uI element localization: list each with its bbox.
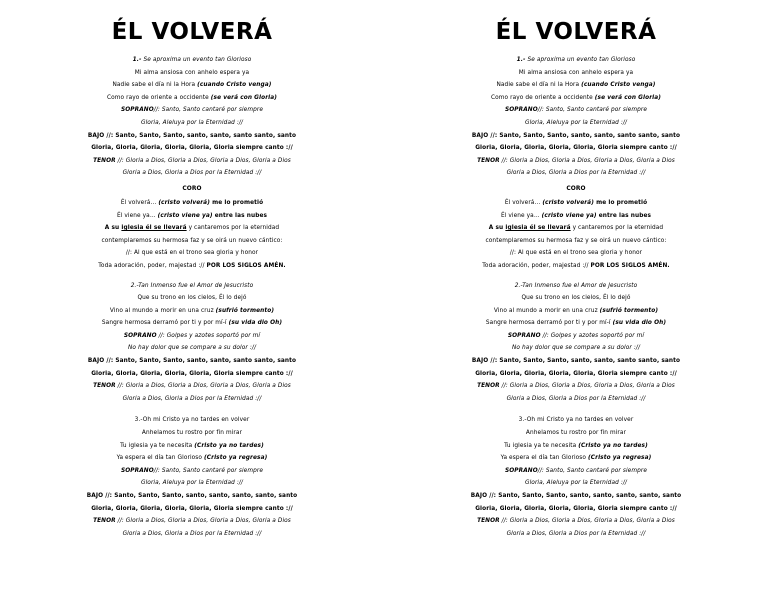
chorus-line: contemplaremos su hermosa faz y se oirá un nuevo cántico: xyxy=(101,237,283,244)
lyrics-body xyxy=(384,54,768,540)
lyrics-body xyxy=(0,54,384,540)
bajo-line: BAJO //: Santo, Santo, Santo, santo, santo, santo santo, santo xyxy=(87,358,297,365)
verse-line: Vino al mundo a morir en una cruz (sufrió tormento) xyxy=(109,307,275,314)
bajo-line: Gloria, Gloria, Gloria, Gloria, Gloria, Gloria siempre canto :// xyxy=(475,145,677,152)
verse-line: Anhelamos tu rostro por fin mirar xyxy=(141,430,243,437)
chorus-line: Toda adoración, poder, majestad :// POR LOS SIGLOS AMÉN. xyxy=(482,262,670,269)
chorus-line: Él viene ya… (cristo viene ya) entre las nubes xyxy=(500,212,652,219)
bajo-line: BAJO //: Santo, Santo, Santo, santo, santo, santo santo, santo xyxy=(471,132,681,139)
soprano-line: Gloria, Aleluya por la Eternidad :// xyxy=(141,480,243,487)
verse-line: 1.- Se aproxima un evento tan Glorioso xyxy=(132,57,252,63)
verse-line: Mi alma ansiosa con anhelo espera ya xyxy=(134,69,250,76)
bajo-line: Gloria, Gloria, Gloria, Gloria, Gloria, Gloria siempre canto :// xyxy=(475,370,677,377)
verse-line: Que su trono en los cielos, Él lo dejó xyxy=(521,295,631,302)
verse-line: Como rayo de oriente a occidente (se verá con Gloria) xyxy=(490,94,662,101)
soprano-line: SOPRANO //: Golpes y azotes soportó por mí xyxy=(507,332,645,339)
chorus-line: contemplaremos su hermosa faz y se oirá un nuevo cántico: xyxy=(485,237,667,244)
verse-1 xyxy=(384,54,768,180)
tenor-line: Gloria a Dios, Gloria a Dios por la Eternidad :// xyxy=(506,170,646,177)
chorus-line: Toda adoración, poder, majestad :// POR LOS SIGLOS AMÉN. xyxy=(98,262,286,269)
bajo-line: BAJO //: Santo, Santo, Santo, santo, santo, santo santo, santo xyxy=(471,358,681,365)
soprano-line: SOPRANO //: Golpes y azotes soportó por mí xyxy=(123,332,261,339)
verse-line: Ya espera el día tan Glorioso (Cristo ya regresa) xyxy=(116,455,268,462)
verse-line: Ya espera el día tan Glorioso (Cristo ya regresa) xyxy=(500,455,652,462)
bajo-line: BAJO //: Santo, Santo, Santo, santo, santo, santo, santo, santo xyxy=(86,493,298,499)
tenor-line: Gloria a Dios, Gloria a Dios por la Eternidad :// xyxy=(122,395,262,402)
song-title: ÉL VOLVERÁ xyxy=(111,19,273,45)
bajo-line: Gloria, Gloria, Gloria, Gloria, Gloria, Gloria siempre canto :// xyxy=(91,145,293,152)
tenor-line: Gloria a Dios, Gloria a Dios por la Eternidad :// xyxy=(122,530,262,537)
soprano-line: Gloria, Aleluya por la Eternidad :// xyxy=(525,480,627,487)
tenor-line: TENOR //: Gloria a Dios, Gloria a Dios, Gloria a Dios, Gloria a Dios xyxy=(477,383,675,390)
song-title: ÉL VOLVERÁ xyxy=(495,19,657,45)
verse-2 xyxy=(0,280,384,406)
chorus-heading: CORO xyxy=(566,185,586,192)
soprano-line: SOPRANO//: Santo, Santo cantaré por siempre xyxy=(120,467,264,474)
bajo-line: BAJO //: Santo, Santo, Santo, santo, santo, santo santo, santo xyxy=(87,132,297,139)
verse-line: Nadie sabe el día ni la Hora (cuando Cristo venga) xyxy=(496,82,656,89)
tenor-line: Gloria a Dios, Gloria a Dios por la Eternidad :// xyxy=(506,395,646,402)
verse-3 xyxy=(0,414,384,540)
chorus-line: //: Al que está en el trono sea gloria y honor xyxy=(125,250,259,257)
chorus-line: Él viene ya… (cristo viene ya) entre las nubes xyxy=(116,212,268,219)
chorus xyxy=(0,181,384,273)
chorus-line: A su iglesia él se llevará y cantaremos por la eternidad xyxy=(104,225,280,232)
verse-line: 2.-Tan Inmenso fue el Amor de Jesucristo xyxy=(514,282,638,289)
bajo-line: Gloria, Gloria, Gloria, Gloria, Gloria, Gloria siempre canto :// xyxy=(91,370,293,377)
verse-line: Sangre hermosa derramó por ti y por mí-í (su vida dio Oh) xyxy=(101,320,283,327)
soprano-line: SOPRANO//: Santo, Santo cantaré por siempre xyxy=(504,107,648,114)
bajo-line: Gloria, Gloria, Gloria, Gloria, Gloria, Gloria siempre canto :// xyxy=(91,505,293,512)
verse-line: Que su trono en los cielos, Él lo dejó xyxy=(137,295,247,302)
verse-line: Mi alma ansiosa con anhelo espera ya xyxy=(518,69,634,76)
verse-line: 3.-Oh mi Cristo ya no tardes en volver xyxy=(518,417,634,424)
soprano-line: SOPRANO//: Santo, Santo cantaré por siempre xyxy=(504,467,648,474)
verse-1 xyxy=(0,54,384,180)
verse-line: Tu iglesia ya te necesita (Cristo ya no tardes) xyxy=(120,442,264,449)
chorus-heading: CORO xyxy=(182,185,202,192)
verse-line: Anhelamos tu rostro por fin mirar xyxy=(525,430,627,437)
chorus-line: Él volverá… (cristo volverá) me lo prometió xyxy=(120,199,264,206)
tenor-line: Gloria a Dios, Gloria a Dios por la Eternidad :// xyxy=(122,170,262,177)
bajo-line: Gloria, Gloria, Gloria, Gloria, Gloria, Gloria siempre canto :// xyxy=(475,505,677,512)
lyrics-column-right xyxy=(384,0,768,594)
tenor-line: TENOR //: Gloria a Dios, Gloria a Dios, Gloria a Dios, Gloria a Dios xyxy=(93,518,291,525)
verse-line: Como rayo de oriente a occidente (se verá con Gloria) xyxy=(106,94,278,101)
verse-line: Nadie sabe el día ni la Hora (cuando Cristo venga) xyxy=(112,82,272,89)
tenor-line: TENOR //: Gloria a Dios, Gloria a Dios, Gloria a Dios, Gloria a Dios xyxy=(477,157,675,164)
chorus-line: A su iglesia él se llevará y cantaremos por la eternidad xyxy=(488,225,664,232)
soprano-line: No hay dolor que se compare a su dolor :// xyxy=(511,345,641,352)
chorus xyxy=(384,181,768,273)
verse-2 xyxy=(384,280,768,406)
verse-3 xyxy=(384,414,768,540)
soprano-line: Gloria, Aleluya por la Eternidad :// xyxy=(141,119,243,126)
soprano-line: No hay dolor que se compare a su dolor :// xyxy=(127,345,257,352)
tenor-line: TENOR //: Gloria a Dios, Gloria a Dios, Gloria a Dios, Gloria a Dios xyxy=(477,518,675,525)
tenor-line: TENOR //: Gloria a Dios, Gloria a Dios, Gloria a Dios, Gloria a Dios xyxy=(93,383,291,390)
soprano-line: SOPRANO//: Santo, Santo cantaré por siempre xyxy=(120,107,264,114)
chorus-line: //: Al que está en el trono sea gloria y honor xyxy=(509,250,643,257)
soprano-line: Gloria, Aleluya por la Eternidad :// xyxy=(525,119,627,126)
bajo-line: BAJO //: Santo, Santo, Santo, santo, santo, santo, santo, santo xyxy=(470,493,682,499)
verse-line: Tu iglesia ya te necesita (Cristo ya no tardes) xyxy=(504,442,648,449)
verse-line: 1.- Se aproxima un evento tan Glorioso xyxy=(516,57,636,63)
verse-line: 2.-Tan Inmenso fue el Amor de Jesucristo xyxy=(130,282,254,289)
verse-line: Vino al mundo a morir en una cruz (sufrió tormento) xyxy=(493,307,659,314)
verse-line: 3.-Oh mi Cristo ya no tardes en volver xyxy=(134,417,250,424)
verse-line: Sangre hermosa derramó por ti y por mí-í (su vida dio Oh) xyxy=(485,320,667,327)
chorus-line: Él volverá… (cristo volverá) me lo prometió xyxy=(504,199,648,206)
tenor-line: Gloria a Dios, Gloria a Dios por la Eternidad :// xyxy=(506,530,646,537)
tenor-line: TENOR //: Gloria a Dios, Gloria a Dios, Gloria a Dios, Gloria a Dios xyxy=(93,157,291,164)
